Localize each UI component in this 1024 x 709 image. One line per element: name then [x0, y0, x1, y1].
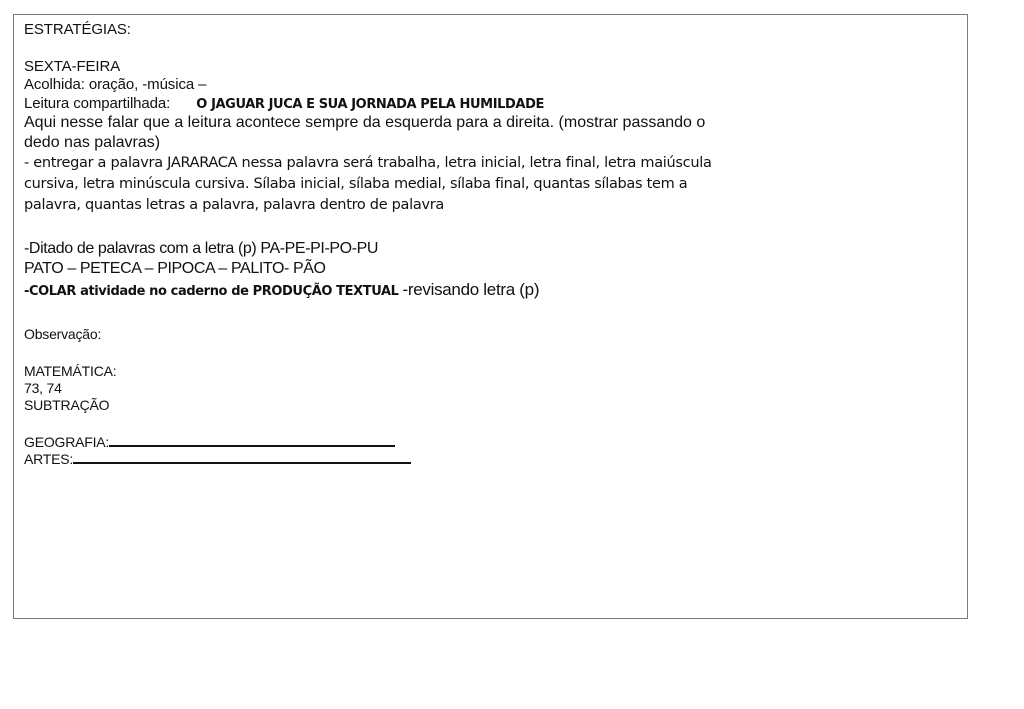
jararaca-line-2: cursiva, letra minúscula cursiva. Sílaba inicial, sílaba medial, sílaba final, quantas sílabas tem a	[24, 176, 688, 192]
paste-activity-rest: -revisando letra (p)	[402, 280, 540, 299]
math-pages: 73, 74	[24, 380, 62, 396]
shared-reading-line	[24, 95, 544, 112]
geography-blank	[109, 433, 395, 447]
acolhida-line: Acolhida: oração, -música –	[24, 76, 207, 93]
observation-label: Observação:	[24, 326, 102, 342]
geography-line	[24, 433, 395, 450]
paste-activity-bold: -COLAR atividade no caderno de PRODUÇÃO TEXTUAL	[24, 284, 399, 299]
shared-reading-label: Leitura compartilhada:	[24, 95, 171, 112]
paste-activity-line	[24, 280, 539, 300]
reading-note-line-2: dedo nas palavras)	[24, 134, 161, 151]
lesson-plan-box	[13, 14, 968, 619]
day-label: SEXTA-FEIRA	[24, 58, 121, 75]
jararaca-line-3: palavra, quantas letras a palavra, palavra dentro de palavra	[24, 197, 444, 213]
math-topic: SUBTRAÇÃO	[24, 397, 110, 413]
geography-label: GEOGRAFIA:	[24, 434, 110, 450]
jararaca-line-1: - entregar a palavra JARARACA nessa palavra será trabalha, letra inicial, letra final, letra maiúscula	[24, 155, 712, 171]
arts-line	[24, 450, 411, 467]
arts-blank	[73, 450, 411, 464]
strategies-heading: ESTRATÉGIAS:	[24, 21, 131, 38]
dictation-line: -Ditado de palavras com a letra (p) PA-PE-PI-PO-PU	[24, 240, 379, 257]
reading-note-line-1: Aqui nesse falar que a leitura acontece sempre da esquerda para a direita. (mostrar passando o	[24, 114, 706, 131]
arts-label: ARTES:	[24, 451, 74, 467]
book-title: O JAGUAR JUCA E SUA JORNADA PELA HUMILDADE	[196, 97, 544, 112]
math-label: MATEMÁTICA:	[24, 363, 117, 379]
dictation-words: PATO – PETECA – PIPOCA – PALITO- PÃO	[24, 260, 326, 277]
